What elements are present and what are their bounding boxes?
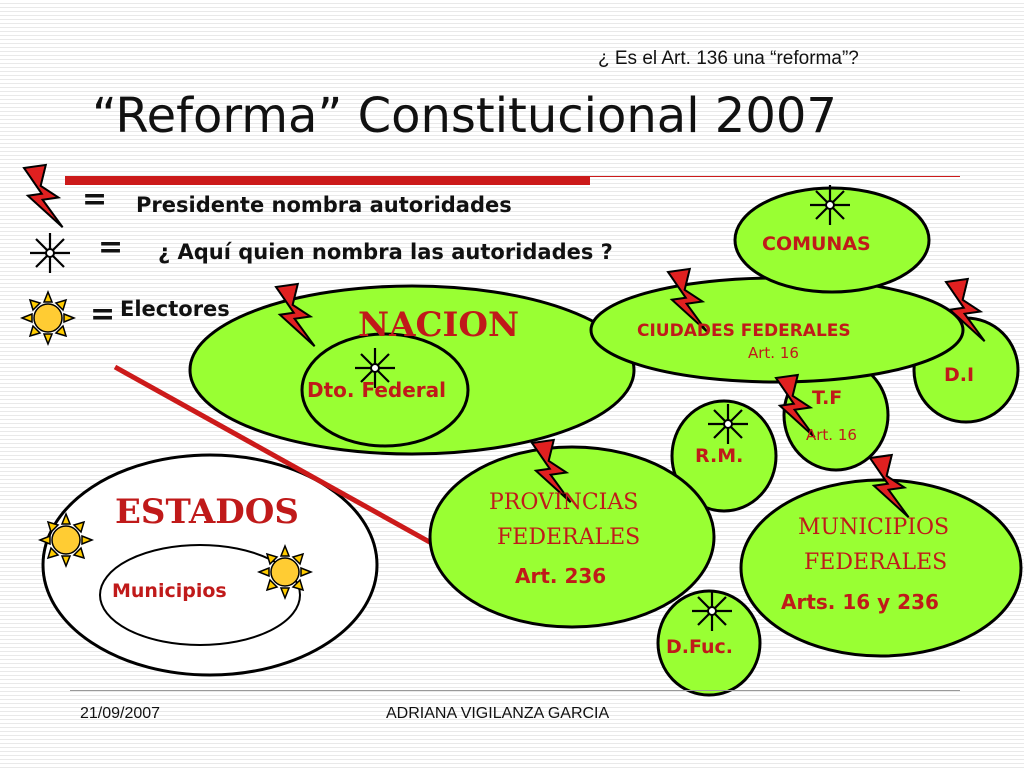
ciudades-label: CIUDADES FEDERALES [637,321,851,341]
dto-federal-label: Dto. Federal [307,378,446,402]
provincias-art-label: Art. 236 [515,564,607,588]
asterisk-icon [692,591,732,631]
legend-equals-3: = [90,297,116,332]
page-title: “Reforma” Constitucional 2007 [92,88,837,144]
legend-presidente: Presidente nombra autoridades [136,193,512,217]
footer-author: ADRIANA VIGILANZA GARCIA [386,705,610,722]
legend-equals-2: = [98,230,124,265]
legend-equals-1: = [82,182,108,217]
municipios-federales-label-1: MUNICIPIOS [798,515,950,540]
estados-label: ESTADOS [115,492,299,532]
comunas-label: COMUNAS [762,233,871,255]
footer-rule [70,690,960,691]
asterisk-icon [30,233,70,273]
municipios-label: Municipios [112,580,227,602]
di-label: D.I [944,364,975,386]
sun-icon [259,546,311,598]
ciudades-art-label: Art. 16 [748,344,799,362]
nacion-label: NACION [358,305,520,345]
dfuc-label: D.Fuc. [666,636,734,658]
legend-electores: Electores [120,297,230,321]
sun-icon [40,514,92,566]
provincias-label-1: PROVINCIAS [489,490,639,515]
asterisk-icon [708,404,748,444]
rm-label: R.M. [695,445,744,467]
asterisk-icon [810,185,850,225]
sun-icon [22,292,74,344]
municipios-federales-label-2: FEDERALES [804,550,948,575]
lightning-icon [24,164,63,232]
tf-label: T.F [812,387,843,409]
subtitle-question: ¿ Es el Art. 136 una “reforma”? [598,48,859,69]
tf-art-label: Art. 16 [806,426,857,444]
provincias-label-2: FEDERALES [497,525,641,550]
footer-date: 21/09/2007 [80,705,161,722]
municipios-federales-art-label: Arts. 16 y 236 [781,590,939,614]
legend-quien-nombra: ¿ Aquí quien nombra las autoridades ? [158,240,613,264]
